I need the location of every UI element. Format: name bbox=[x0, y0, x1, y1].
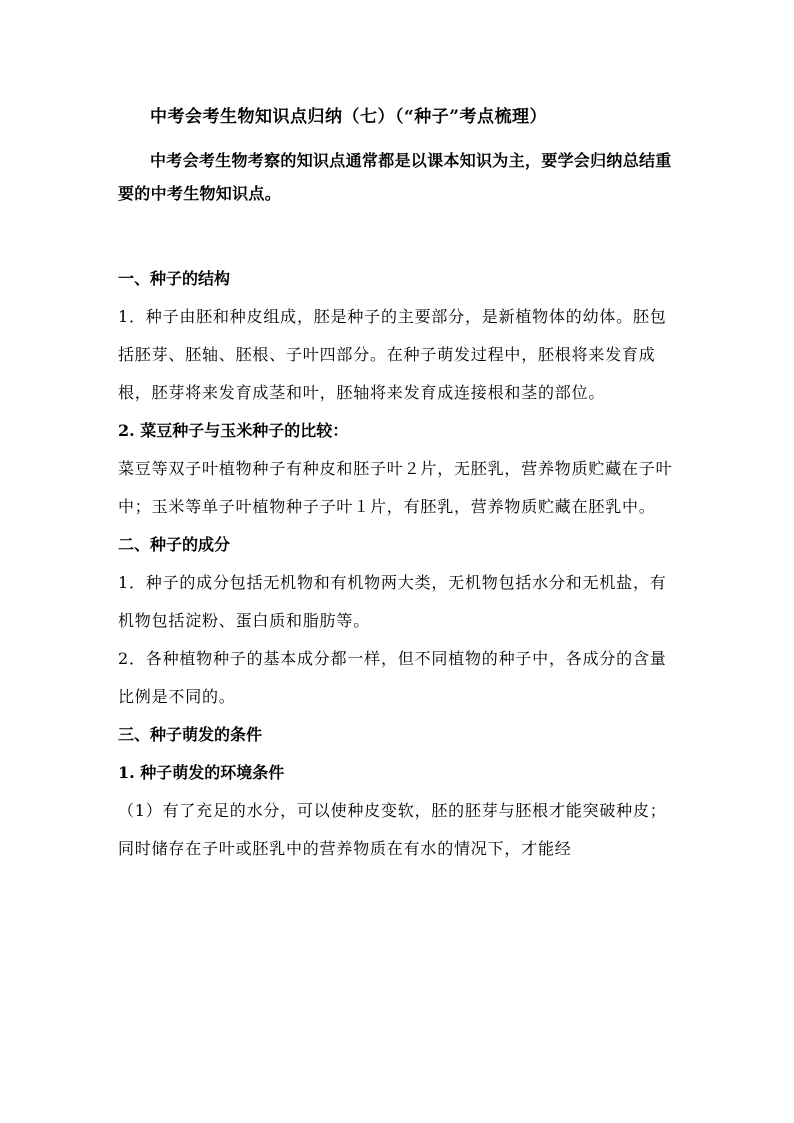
paragraph-composition-1: 1．种子的成分包括无机物和有机物两大类，无机物包括水分和无机盐，有机物包括淀粉、蛋白质和脂肪等。 bbox=[118, 573, 667, 630]
section-heading-germination: 三、种子萌发的条件 bbox=[118, 725, 263, 744]
document-body bbox=[118, 98, 680, 868]
section-heading-seed-composition: 二、种子的成分 bbox=[118, 535, 231, 554]
subheading-seed-comparison: 2. 菜豆种子与玉米种子的比较： bbox=[118, 421, 349, 440]
paragraph-seed-comparison: 菜豆等双子叶植物种子有种皮和胚子叶２片，无胚乳，营养物质贮藏在子叶中；玉米等单子叶植物种子子叶１片，有胚乳，营养物质贮藏在胚乳中。 bbox=[118, 459, 673, 516]
paragraph-seed-structure: 1．种子由胚和种皮组成，胚是种子的主要部分，是新植物体的幼体。胚包括胚芽、胚轴、胚根、子叶四部分。在种子萌发过程中，胚根将来发育成根，胚芽将来发育成茎和叶，胚轴将来发育成连接根和茎的部位。 bbox=[118, 307, 667, 402]
intro-paragraph: 中考会考生物考察的知识点通常都是以课本知识为主，要学会归纳总结重要的中考生物知识点。 bbox=[118, 151, 672, 203]
paragraph-composition-2: 2．各种植物种子的基本成分都一样，但不同植物的种子中，各成分的含量比例是不同的。 bbox=[118, 649, 667, 706]
document-title: 中考会考生物知识点归纳（七）（“种子”考点梳理） bbox=[150, 107, 548, 127]
paragraph-germination-water: （1）有了充足的水分，可以使种皮变软，胚的胚芽与胚根才能突破种皮；同时储存在子叶或胚乳中的营养物质在有水的情况下，才能经 bbox=[118, 801, 667, 858]
blank-space bbox=[118, 210, 680, 260]
subheading-germination-environment: 1. 种子萌发的环境条件 bbox=[118, 763, 285, 782]
section-heading-seed-structure: 一、种子的结构 bbox=[118, 269, 231, 288]
